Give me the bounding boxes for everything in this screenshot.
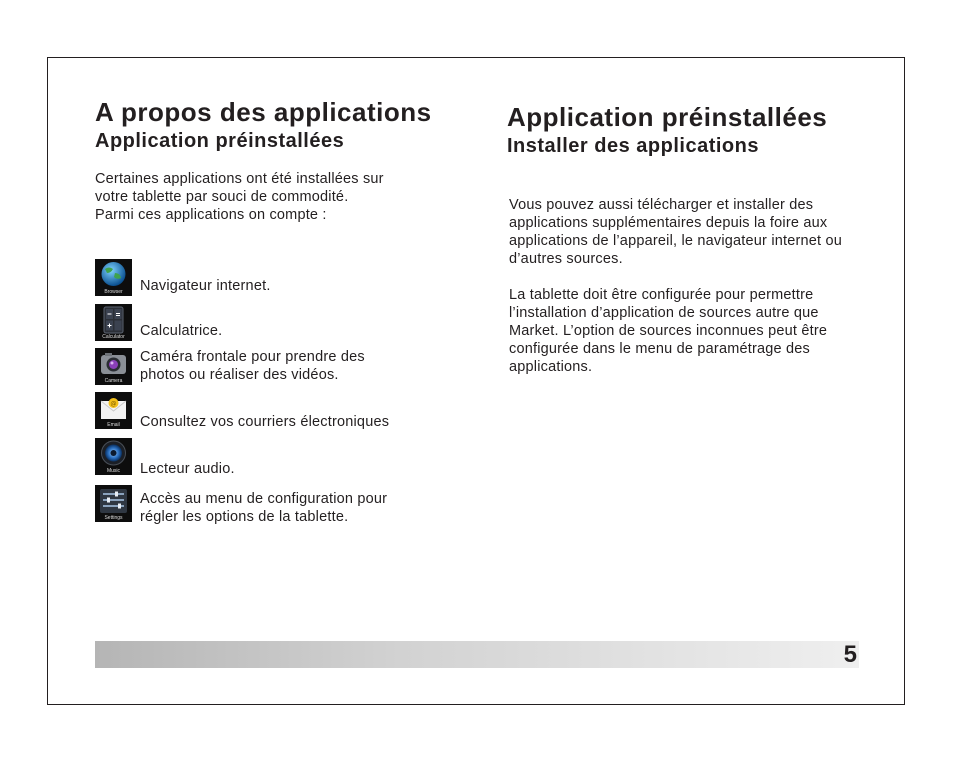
calculator-icon bbox=[95, 304, 132, 341]
browser-icon-caption: Browser bbox=[104, 289, 123, 295]
right-title: Application préinstallées bbox=[507, 102, 828, 132]
music-description: Lecteur audio. bbox=[140, 461, 235, 477]
intro-line-1: Certaines applications ont été installées sur bbox=[95, 171, 384, 187]
footer-bar bbox=[95, 641, 859, 668]
settings-icon bbox=[95, 485, 132, 522]
left-column-header bbox=[95, 96, 475, 154]
svg-text:@: @ bbox=[110, 400, 117, 408]
camera-icon-caption: Camera bbox=[104, 378, 123, 384]
browser-icon bbox=[95, 259, 132, 296]
app-item-music bbox=[95, 438, 475, 476]
camera-description-line-1: Caméra frontale pour prendre des bbox=[140, 349, 365, 365]
left-subtitle: Application préinstallées bbox=[95, 130, 345, 152]
calculator-icon-caption: Calculator bbox=[102, 334, 125, 340]
app-item-settings bbox=[95, 485, 475, 523]
app-item-camera bbox=[95, 348, 475, 386]
left-title: A propos des applications bbox=[95, 97, 432, 127]
settings-icon-caption: Settings bbox=[104, 515, 123, 521]
camera-description-line-2: photos ou réaliser des vidéos. bbox=[140, 367, 339, 383]
camera-icon bbox=[95, 348, 132, 385]
page-number: 5 bbox=[843, 641, 857, 668]
app-item-email bbox=[95, 392, 475, 430]
email-icon-caption: Email bbox=[107, 422, 120, 428]
email-icon bbox=[95, 392, 132, 429]
email-description: Consultez vos courriers électroniques bbox=[140, 414, 390, 430]
right-subtitle: Installer des applications bbox=[507, 135, 759, 157]
settings-description-line-2: régler les options de la tablette. bbox=[140, 509, 349, 525]
app-item-calculator bbox=[95, 304, 475, 342]
right-paragraph-1: Vous pouvez aussi télécharger et installer des applications supplémentaires depuis la foire aux applications de l’appareil, le navigateur internet ou d’autres sources. bbox=[509, 197, 843, 267]
app-item-browser bbox=[95, 259, 475, 297]
music-icon bbox=[95, 438, 132, 475]
right-column-header bbox=[507, 101, 877, 159]
intro-line-3: Parmi ces applications on compte : bbox=[95, 207, 327, 223]
camera-description bbox=[140, 348, 470, 384]
right-body bbox=[509, 196, 869, 376]
settings-description-line-1: Accès au menu de configuration pour bbox=[140, 491, 388, 507]
left-intro bbox=[95, 170, 475, 224]
settings-description bbox=[140, 490, 470, 526]
calculator-description: Calculatrice. bbox=[140, 323, 223, 339]
intro-line-2: votre tablette par souci de commodité. bbox=[95, 189, 349, 205]
browser-description: Navigateur internet. bbox=[140, 278, 271, 294]
right-paragraph-2: La tablette doit être configurée pour permettre l’installation d’application de sources autre que Market. L’option de sources inconnues peut être configurée dans le menu de paramétrage des applications. bbox=[509, 287, 828, 375]
music-icon-caption: Music bbox=[106, 468, 121, 474]
